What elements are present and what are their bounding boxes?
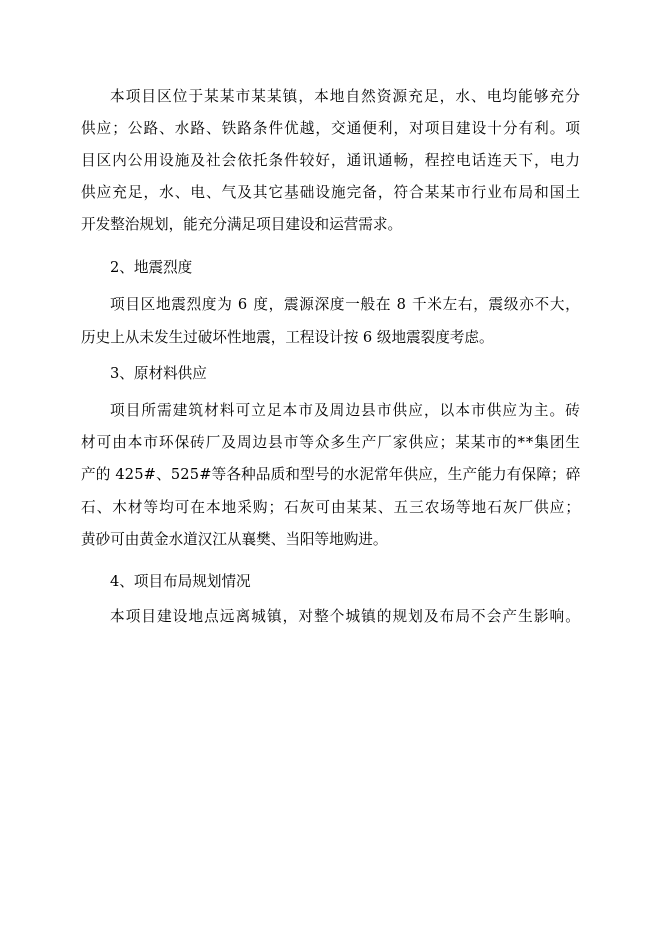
text-line-content: 石、木材等均可在本地采购；石灰可由某某、五三农场等地石灰厂供应； (81, 499, 582, 516)
text-line (0, 209, 662, 240)
text-line (0, 427, 662, 458)
text-line (0, 177, 662, 208)
text-line (0, 395, 662, 426)
text-line-content: 项目所需建筑材料可立足本市及周边县市供应，以本市供应为主。砖 (110, 402, 581, 419)
section-heading (0, 358, 662, 389)
text-line (0, 524, 662, 555)
section-heading (0, 566, 662, 597)
text-line-content: 项目区地震烈度为 6 度，震源深度一般在 8 千米左右，震级亦不大， (110, 296, 581, 313)
section-heading-text: 4、项目布局规划情况 (110, 573, 251, 590)
text-line-content: 供应充足，水、电、气及其它基础设施完备，符合某某市行业布局和国土 (81, 184, 582, 201)
section-heading-text: 2、地震烈度 (110, 259, 193, 276)
text-line-content: 历史上从未发生过破坏性地震，工程设计按 6 级地震裂度考虑。 (81, 329, 494, 346)
text-line-content: 黄砂可由黄金水道汉江从襄樊、当阳等地购进。 (81, 531, 388, 548)
text-line (0, 459, 662, 490)
text-line-content: 本项目区位于某某市某某镇，本地自然资源充足，水、电均能够充分 (110, 88, 581, 105)
text-line-content: 本项目建设地点远离城镇，对整个城镇的规划及布局不会产生影响。 (110, 608, 581, 625)
text-line (0, 289, 662, 320)
text-line (0, 145, 662, 176)
text-line-content: 材可由本市环保砖厂及周边县市等众多生产厂家供应；某某市的**集团生 (81, 434, 582, 451)
section-heading (0, 252, 662, 283)
text-line (0, 492, 662, 523)
text-line-content: 目区内公用设施及社会依托条件较好，通讯通畅，程控电话连天下，电力 (81, 152, 582, 169)
text-line-content: 开发整治规划，能充分满足项目建设和运营需求。 (81, 216, 403, 233)
section-heading-text: 3、原材料供应 (110, 365, 207, 382)
text-line (0, 81, 662, 112)
text-line (0, 601, 662, 632)
text-line-content: 供应；公路、水路、铁路条件优越，交通便利，对项目建设十分有利。项 (81, 120, 582, 137)
text-line (0, 113, 662, 144)
text-line-content: 产的 425#、525#等各种品质和型号的水泥常年供应，生产能力有保障；碎 (81, 466, 581, 483)
text-line (0, 322, 662, 353)
